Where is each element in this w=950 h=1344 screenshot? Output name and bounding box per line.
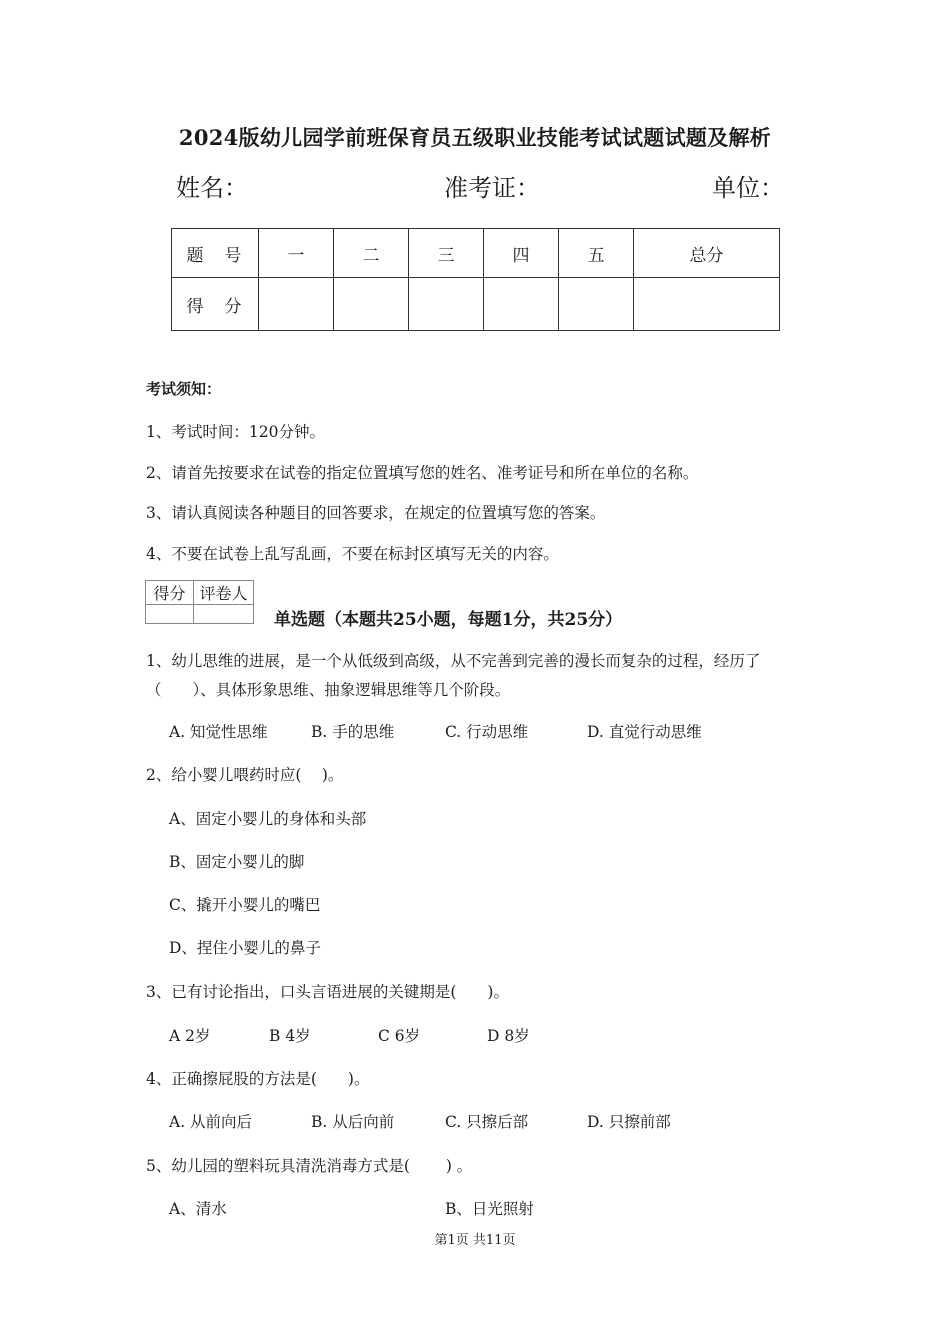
notice-item: 2、请首先按要求在试卷的指定位置填写您的姓名、准考证号和所在单位的名称。 — [146, 464, 699, 482]
exam-number-label: 准考证： — [444, 174, 540, 202]
answer-option[interactable]: D 8岁 — [487, 1027, 530, 1045]
score-cell[interactable] — [484, 278, 559, 331]
grader-name-label: 评卷人 — [194, 581, 254, 605]
answer-option[interactable]: B、固定小婴儿的脚 — [169, 853, 305, 871]
score-cell[interactable] — [634, 278, 780, 331]
score-cell[interactable] — [559, 278, 634, 331]
answer-option[interactable]: C、撬开小婴儿的嘴巴 — [169, 896, 321, 914]
score-column-header: 一 — [259, 229, 334, 278]
page-footer: 第1页 共11页 — [434, 1233, 516, 1248]
score-column-header: 二 — [334, 229, 409, 278]
question-text: 5、幼儿园的塑料玩具清洗消毒方式是( ) 。 — [146, 1157, 473, 1175]
name-label: 姓名： — [176, 174, 248, 202]
question-text: 1、幼儿思维的进展，是一个从低级到高级，从不完善到完善的漫长而复杂的过程，经历了 — [146, 652, 761, 670]
answer-option[interactable]: D. 只擦前部 — [587, 1113, 671, 1131]
score-column-header: 三 — [409, 229, 484, 278]
answer-option[interactable]: D、捏住小婴儿的鼻子 — [169, 939, 321, 957]
score-label: 得 分 — [172, 278, 259, 331]
answer-option[interactable]: A. 知觉性思维 — [169, 723, 268, 741]
unit-label: 单位： — [712, 174, 784, 202]
answer-option[interactable]: A、清水 — [169, 1200, 227, 1218]
score-cell[interactable] — [409, 278, 484, 331]
answer-option[interactable]: C. 只擦后部 — [445, 1113, 529, 1131]
score-cell[interactable] — [259, 278, 334, 331]
notice-heading: 考试须知： — [146, 380, 222, 398]
answer-option[interactable]: D. 直觉行动思维 — [587, 723, 702, 741]
score-column-header: 四 — [484, 229, 559, 278]
notice-item: 3、请认真阅读各种题目的回答要求，在规定的位置填写您的答案。 — [146, 504, 606, 522]
question-text: 3、已有讨论指出，口头言语进展的关键期是( )。 — [146, 983, 509, 1001]
answer-option[interactable]: A、固定小婴儿的身体和头部 — [169, 810, 367, 828]
document-title: 2024版幼儿园学前班保育员五级职业技能考试试题试题及解析 — [178, 125, 772, 150]
answer-option[interactable]: B 4岁 — [269, 1027, 311, 1045]
answer-option[interactable]: B. 从后向前 — [311, 1113, 395, 1131]
grader-name-cell[interactable] — [194, 605, 254, 624]
grader-score-label: 得分 — [146, 581, 194, 605]
answer-option[interactable]: B、日光照射 — [445, 1200, 534, 1218]
score-table-header-row — [172, 229, 780, 278]
question-text: （ ）、具体形象思维、抽象逻辑思维等几个阶段。 — [146, 681, 511, 699]
grader-box — [145, 580, 254, 624]
section-title: 单选题（本题共25小题，每题1分，共25分） — [274, 610, 623, 630]
score-cell[interactable] — [334, 278, 409, 331]
notice-item: 1、考试时间：120分钟。 — [146, 423, 325, 441]
score-column-header: 总分 — [634, 229, 780, 278]
answer-option[interactable]: C. 行动思维 — [445, 723, 529, 741]
notice-item: 4、不要在试卷上乱写乱画，不要在标封区填写无关的内容。 — [146, 545, 559, 563]
score-table-score-row — [172, 278, 780, 331]
question-text: 4、正确擦屁股的方法是( )。 — [146, 1070, 370, 1088]
score-column-header: 五 — [559, 229, 634, 278]
question-text: 2、给小婴儿喂药时应( )。 — [146, 766, 344, 784]
score-table — [171, 228, 780, 331]
answer-option[interactable]: A. 从前向后 — [169, 1113, 253, 1131]
grader-score-cell[interactable] — [146, 605, 194, 624]
answer-option[interactable]: B. 手的思维 — [311, 723, 395, 741]
answer-option[interactable]: C 6岁 — [378, 1027, 421, 1045]
question-number-label: 题 号 — [172, 229, 259, 278]
answer-option[interactable]: A 2岁 — [169, 1027, 211, 1045]
